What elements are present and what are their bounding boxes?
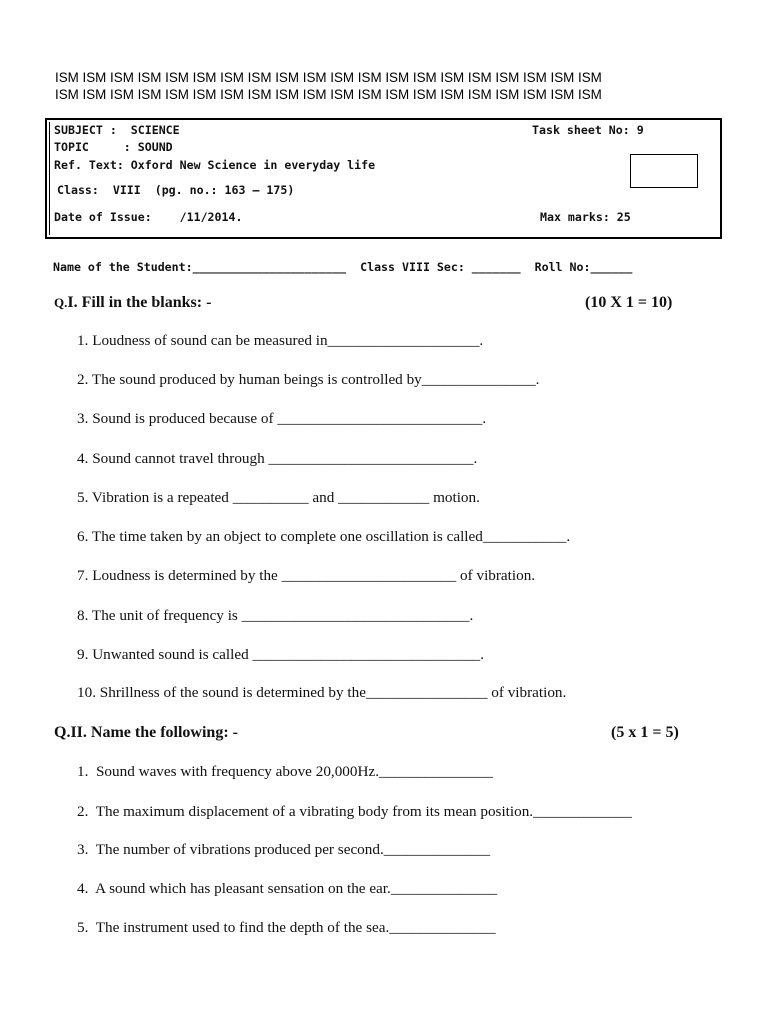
- name-item: 1. Sound waves with frequency above 20,000Hz._______________: [77, 763, 493, 780]
- student-details-line: Name of the Student:______________________ Class VIII Sec: _______ Roll No:______: [53, 260, 633, 274]
- fill-blank-item: 5. Vibration is a repeated __________ and ____________ motion.: [77, 489, 480, 506]
- subject-label: SUBJECT : SCIENCE: [54, 123, 180, 137]
- fill-blank-item: 8. The unit of frequency is ______________________________.: [77, 607, 474, 624]
- fill-blank-item: 10. Shrillness of the sound is determined by the________________ of vibration.: [77, 684, 567, 701]
- fill-blank-item: 3. Sound is produced because of ___________________________.: [77, 410, 487, 427]
- task-sheet-number: Task sheet No: 9: [532, 123, 644, 137]
- fill-blank-item: 7. Loudness is determined by the _______________________ of vibration.: [77, 567, 536, 584]
- section-1-heading: [54, 294, 211, 312]
- name-item: 2. The maximum displacement of a vibrating body from its mean position._____________: [77, 803, 632, 820]
- fill-blank-item: 2. The sound produced by human beings is controlled by_______________.: [77, 371, 540, 388]
- fill-blank-item: 6. The time taken by an object to complete one oscillation is called___________.: [77, 528, 571, 545]
- max-marks: Max marks: 25: [540, 210, 631, 224]
- section-2-heading: Q.II. Name the following: -: [54, 724, 238, 741]
- name-item: 4. A sound which has pleasant sensation on the ear.______________: [77, 880, 498, 897]
- section-1-prefix: Q.: [54, 295, 68, 310]
- section-1-title: I. Fill in the blanks: -: [67, 294, 212, 311]
- fill-blank-item: 9. Unwanted sound is called ______________________________.: [77, 646, 485, 663]
- watermark-line-2: ISM ISM ISM ISM ISM ISM ISM ISM ISM ISM ISM ISM ISM ISM ISM ISM ISM ISM ISM ISM: [55, 87, 602, 102]
- section-2-marks: (5 x 1 = 5): [611, 724, 679, 741]
- class-page-info: Class: VIII (pg. no.: 163 – 175): [57, 183, 295, 197]
- watermark-text: [55, 69, 735, 103]
- date-of-issue: Date of Issue: /11/2014.: [54, 210, 243, 224]
- topic-label: TOPIC : SOUND: [54, 140, 173, 154]
- name-item: 5. The instrument used to find the depth of the sea.______________: [77, 919, 496, 936]
- header-info-box: [45, 118, 722, 239]
- watermark-line-1: ISM ISM ISM ISM ISM ISM ISM ISM ISM ISM ISM ISM ISM ISM ISM ISM ISM ISM ISM ISM: [55, 70, 602, 85]
- fill-blank-item: 1. Loudness of sound can be measured in____________________.: [77, 332, 484, 349]
- fill-blank-item: 4. Sound cannot travel through ___________________________.: [77, 450, 478, 467]
- section-1-marks: (10 X 1 = 10): [585, 294, 673, 311]
- name-item: 3. The number of vibrations produced per second.______________: [77, 841, 491, 858]
- marks-obtained-box: [630, 154, 698, 188]
- reference-text: Ref. Text: Oxford New Science in everyday life: [54, 158, 376, 172]
